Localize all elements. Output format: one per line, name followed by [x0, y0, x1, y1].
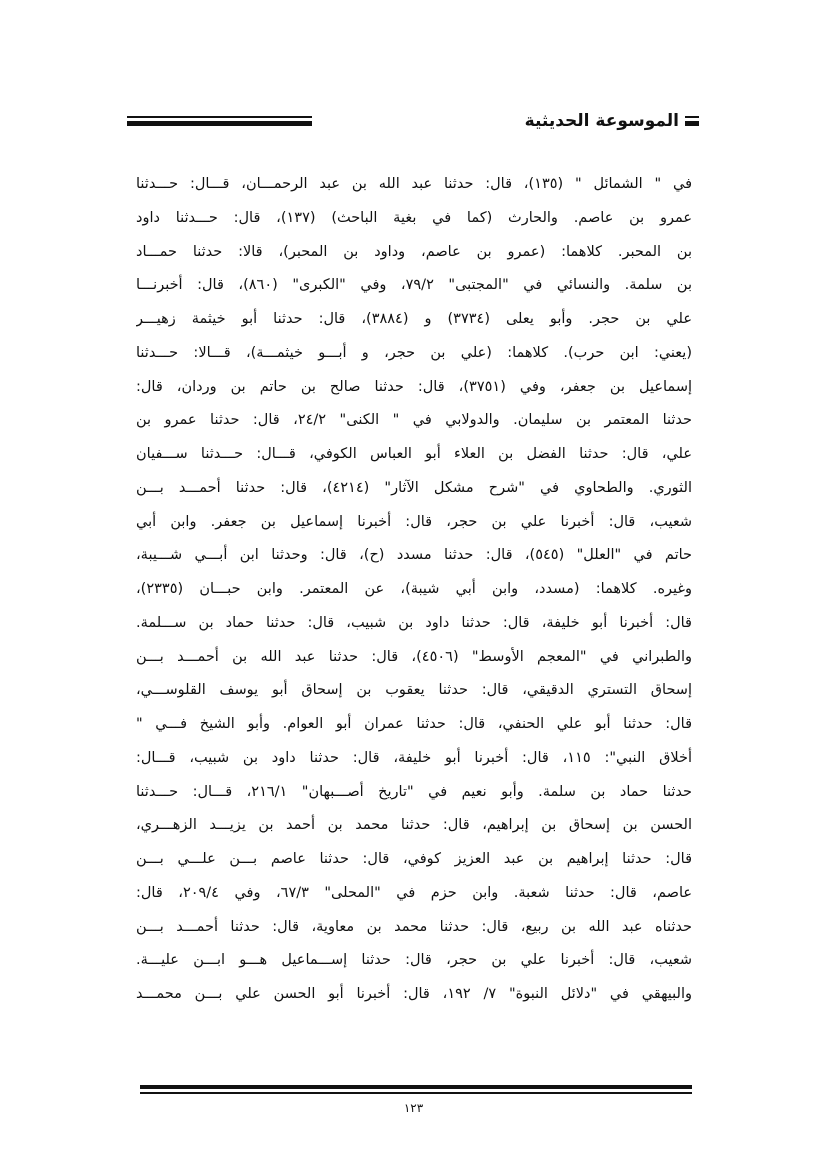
text-line: علي بن حجر. وأبو يعلى (٣٧٣٤) و (٣٨٨٤)، قال: حدثنا أبو خيثمة زهيـــر	[136, 311, 692, 327]
text-line: الثوري. والطحاوي في "شرح مشكل الآثار" (٤٢١٤)، قال: حدثنا أحمـــد بـــن	[136, 479, 692, 496]
text-line: عاصم، قال: حدثنا شعبة. وابن حزم في "المحلى" ٦٧/٣، وفي ٢٠٩/٤، قال:	[136, 884, 692, 901]
text-line: بن سلمة. والنسائي في "المجتبى" ٧٩/٢، وفي "الكبرى" (٨٦٠)، قال: أخبرنـــا	[136, 277, 692, 294]
text-line: بن المحبر. كلاهما: (عمرو بن عاصم، وداود بن المحبر)، قالا: حدثنا حمـــاد	[136, 243, 692, 260]
text-line: أخلاق النبي": ١١٥، قال: أخبرنا أبو خليفة، قال: حدثنا داود بن شبيب، قـــال:	[136, 749, 692, 766]
text-line: إسحاق التستري الدقيقي، قال: حدثنا يعقوب بن إسحاق أبو يوسف القلوســـي،	[136, 682, 692, 699]
text-line: (يعني: ابن حرب). كلاهما: (علي بن حجر، و أبـــو خيثمـــة)، قـــالا: حـــدثنا	[136, 344, 692, 361]
text-line: قال: حدثنا إبراهيم بن عبد العزيز كوفي، قال: حدثنا عاصم بـــن علـــي بـــن	[136, 851, 692, 867]
text-line: والطبراني في "المعجم الأوسط" (٤٥٠٦)، قال: حدثنا عبد الله بن أحمـــد بـــن	[136, 648, 692, 665]
footer-rule	[140, 1085, 692, 1094]
header-rule-right	[685, 116, 699, 126]
text-line: وغيره. كلاهما: (مسدد، وابن أبي شيبة)، عن المعتمر. وابن حبـــان (٢٣٣٥)،	[136, 581, 692, 597]
body-text	[136, 168, 692, 1012]
text-line: علي، قال: حدثنا الفضل بن العلاء أبو العباس الكوفي، قـــال: حـــدثنا ســـفيان	[136, 446, 692, 462]
text-line: حاتم في "العلل" (٥٤٥)، قال: حدثنا مسدد (ح)، قال: وحدثنا ابن أبـــي شـــيبة،	[136, 547, 692, 564]
header-rule-left	[127, 116, 312, 126]
text-line: شعيب، قال: أخبرنا علي بن حجر، قال: أخبرنا إسماعيل بن جعفر. وابن أبي	[136, 513, 692, 530]
text-line: قال: حدثنا أبو علي الحنفي، قال: حدثنا عمران أبو العوام. وأبو الشيخ فـــي "	[136, 716, 692, 732]
text-line: حدثنا حماد بن سلمة. وأبو نعيم في "تاريخ أصـــبهان" ٢١٦/١، قـــال: حـــدثنا	[136, 783, 692, 800]
header-title: الموسوعة الحديثية	[524, 111, 679, 131]
text-line: شعيب، قال: أخبرنا علي بن حجر، قال: حدثنا إســـماعيل هـــو ابـــن عليـــة.	[136, 952, 692, 969]
text-line: حدثنا المعتمر بن سليمان. والدولابي في " الكنى" ٢٤/٢، قال: حدثنا عمرو بن	[136, 412, 692, 429]
text-line: والبيهقي في "دلائل النبوة" ٧/ ١٩٢، قال: أخبرنا أبو الحسن علي بـــن محمـــد	[136, 986, 692, 1002]
page-number: ١٢٣	[403, 1101, 424, 1115]
text-line: في " الشمائل " (١٣٥)، قال: حدثنا عبد الله بن عبد الرحمـــان، قـــال: حـــدثنا	[136, 176, 692, 192]
text-line: حدثناه عبد الله بن ربيع، قال: حدثنا محمد بن معاوية، قال: حدثنا أحمـــد بـــن	[136, 918, 692, 935]
page-header	[127, 108, 699, 134]
text-line: الحسن بن إسحاق بن إبراهيم، قال: حدثنا محمد بن أحمد بن يزيـــد الزهـــري،	[136, 817, 692, 834]
text-line: إسماعيل بن جعفر، وفي (٣٧٥١)، قال: حدثنا صالح بن حاتم بن وردان، قال:	[136, 378, 692, 395]
text-line: عمرو بن عاصم. والحارث (كما في بغية الباحث) (١٣٧)، قال: حـــدثنا داود	[136, 209, 692, 226]
text-line: قال: أخبرنا أبو خليفة، قال: حدثنا داود بن شبيب، قال: حدثنا حماد بن ســـلمة.	[136, 614, 692, 631]
